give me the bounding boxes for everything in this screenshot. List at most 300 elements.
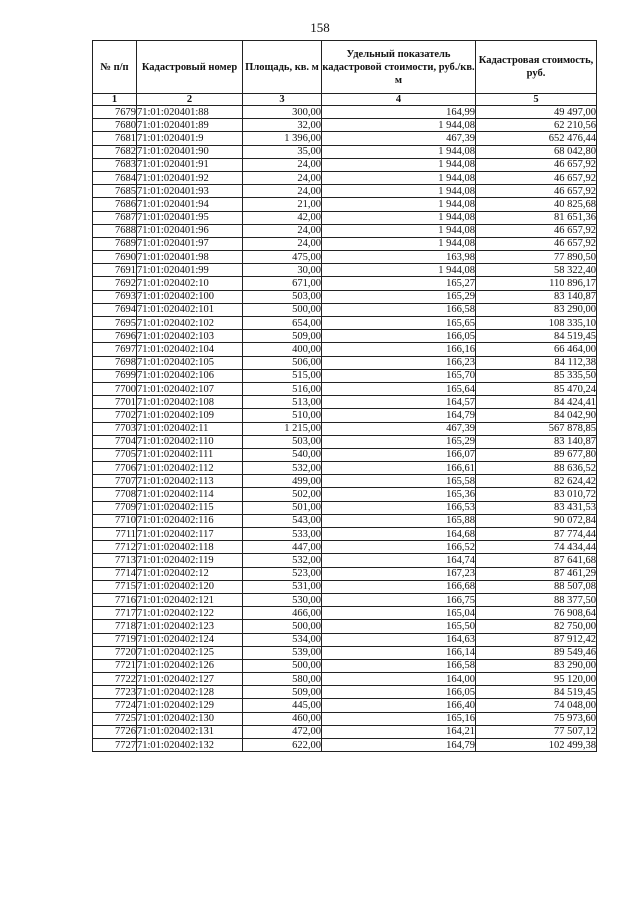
table-row xyxy=(93,686,597,699)
area: 580,00 xyxy=(243,673,322,686)
table-row xyxy=(93,396,597,409)
cadastral-number: 71:01:020402:118 xyxy=(137,541,243,554)
cadastral-cost: 77 890,50 xyxy=(476,251,597,264)
cadastral-number: 71:01:020402:116 xyxy=(137,514,243,527)
row-index: 7683 xyxy=(93,158,137,171)
cadastral-cost: 82 624,42 xyxy=(476,475,597,488)
unit-rate: 166,68 xyxy=(322,580,476,593)
cadastral-cost: 75 973,60 xyxy=(476,712,597,725)
row-index: 7679 xyxy=(93,106,137,119)
cadastral-cost: 68 042,80 xyxy=(476,145,597,158)
column-number: 1 xyxy=(93,94,137,106)
table-row xyxy=(93,501,597,514)
table-row xyxy=(93,106,597,119)
column-number-row xyxy=(93,94,597,106)
cadastral-cost: 84 519,45 xyxy=(476,686,597,699)
area: 460,00 xyxy=(243,712,322,725)
area: 500,00 xyxy=(243,659,322,672)
row-index: 7718 xyxy=(93,620,137,633)
cadastral-cost: 46 657,92 xyxy=(476,158,597,171)
unit-rate: 164,99 xyxy=(322,106,476,119)
cadastral-cost: 88 377,50 xyxy=(476,593,597,606)
table-row xyxy=(93,171,597,184)
cadastral-cost: 87 774,44 xyxy=(476,528,597,541)
table-row xyxy=(93,659,597,672)
table-row xyxy=(93,699,597,712)
row-index: 7698 xyxy=(93,356,137,369)
column-number: 2 xyxy=(137,94,243,106)
row-index: 7690 xyxy=(93,251,137,264)
area: 532,00 xyxy=(243,554,322,567)
area: 500,00 xyxy=(243,303,322,316)
cadastral-number: 71:01:020402:100 xyxy=(137,290,243,303)
cadastral-number: 71:01:020401:99 xyxy=(137,264,243,277)
unit-rate: 1 944,08 xyxy=(322,198,476,211)
row-index: 7693 xyxy=(93,290,137,303)
cadastral-cost: 46 657,92 xyxy=(476,185,597,198)
cadastral-cost: 40 825,68 xyxy=(476,198,597,211)
row-index: 7701 xyxy=(93,396,137,409)
area: 509,00 xyxy=(243,330,322,343)
table-row xyxy=(93,514,597,527)
cadastral-cost: 83 140,87 xyxy=(476,435,597,448)
unit-rate: 166,61 xyxy=(322,462,476,475)
unit-rate: 166,53 xyxy=(322,501,476,514)
cadastral-number: 71:01:020401:93 xyxy=(137,185,243,198)
cadastral-cost: 88 507,08 xyxy=(476,580,597,593)
table-row xyxy=(93,435,597,448)
unit-rate: 1 944,08 xyxy=(322,224,476,237)
cadastral-cost: 102 499,38 xyxy=(476,739,597,752)
table-row xyxy=(93,330,597,343)
area: 466,00 xyxy=(243,607,322,620)
unit-rate: 164,74 xyxy=(322,554,476,567)
cadastral-number: 71:01:020402:102 xyxy=(137,317,243,330)
row-index: 7691 xyxy=(93,264,137,277)
cadastral-number: 71:01:020402:117 xyxy=(137,528,243,541)
table-row xyxy=(93,158,597,171)
header-cadastral-number: Кадастровый номер xyxy=(137,41,243,94)
unit-rate: 165,29 xyxy=(322,290,476,303)
table-row xyxy=(93,462,597,475)
cadastral-number: 71:01:020402:121 xyxy=(137,593,243,606)
header-row xyxy=(93,41,597,94)
table-row xyxy=(93,554,597,567)
table-row xyxy=(93,224,597,237)
cadastral-cost: 89 677,80 xyxy=(476,448,597,461)
unit-rate: 163,98 xyxy=(322,251,476,264)
row-index: 7684 xyxy=(93,171,137,184)
cadastral-number: 71:01:020402:128 xyxy=(137,686,243,699)
unit-rate: 166,52 xyxy=(322,541,476,554)
cadastral-number: 71:01:020402:111 xyxy=(137,448,243,461)
row-index: 7722 xyxy=(93,673,137,686)
cadastral-cost: 58 322,40 xyxy=(476,264,597,277)
cadastral-cost: 84 519,45 xyxy=(476,330,597,343)
row-index: 7710 xyxy=(93,514,137,527)
unit-rate: 164,79 xyxy=(322,739,476,752)
area: 500,00 xyxy=(243,620,322,633)
table-row xyxy=(93,739,597,752)
cadastral-cost: 62 210,56 xyxy=(476,119,597,132)
header-unit-rate: Удельный показатель кадастровой стоимости, руб./кв. м xyxy=(322,41,476,94)
cadastral-number: 71:01:020401:98 xyxy=(137,251,243,264)
cadastral-number: 71:01:020402:130 xyxy=(137,712,243,725)
cadastral-number: 71:01:020402:10 xyxy=(137,277,243,290)
table-row xyxy=(93,369,597,382)
unit-rate: 166,16 xyxy=(322,343,476,356)
row-index: 7699 xyxy=(93,369,137,382)
cadastral-number: 71:01:020402:132 xyxy=(137,739,243,752)
row-index: 7719 xyxy=(93,633,137,646)
row-index: 7713 xyxy=(93,554,137,567)
cadastral-number: 71:01:020402:11 xyxy=(137,422,243,435)
unit-rate: 165,04 xyxy=(322,607,476,620)
cadastral-cost: 66 464,00 xyxy=(476,343,597,356)
table-row xyxy=(93,277,597,290)
area: 503,00 xyxy=(243,290,322,303)
area: 499,00 xyxy=(243,475,322,488)
cadastral-cost: 84 042,90 xyxy=(476,409,597,422)
cadastral-cost: 83 431,53 xyxy=(476,501,597,514)
unit-rate: 164,79 xyxy=(322,409,476,422)
area: 543,00 xyxy=(243,514,322,527)
unit-rate: 165,29 xyxy=(322,435,476,448)
cadastral-cost: 87 912,42 xyxy=(476,633,597,646)
cadastral-number: 71:01:020401:91 xyxy=(137,158,243,171)
area: 1 215,00 xyxy=(243,422,322,435)
area: 400,00 xyxy=(243,343,322,356)
unit-rate: 166,58 xyxy=(322,303,476,316)
cadastral-number: 71:01:020401:90 xyxy=(137,145,243,158)
unit-rate: 164,57 xyxy=(322,396,476,409)
cadastral-cost: 85 335,50 xyxy=(476,369,597,382)
row-index: 7703 xyxy=(93,422,137,435)
area: 32,00 xyxy=(243,119,322,132)
area: 534,00 xyxy=(243,633,322,646)
cadastral-cost: 84 112,38 xyxy=(476,356,597,369)
area: 42,00 xyxy=(243,211,322,224)
row-index: 7709 xyxy=(93,501,137,514)
row-index: 7688 xyxy=(93,224,137,237)
area: 530,00 xyxy=(243,593,322,606)
area: 501,00 xyxy=(243,501,322,514)
unit-rate: 467,39 xyxy=(322,132,476,145)
cadastral-number: 71:01:020402:112 xyxy=(137,462,243,475)
unit-rate: 164,21 xyxy=(322,725,476,738)
row-index: 7715 xyxy=(93,580,137,593)
row-index: 7704 xyxy=(93,435,137,448)
unit-rate: 165,36 xyxy=(322,488,476,501)
table-row xyxy=(93,712,597,725)
row-index: 7706 xyxy=(93,462,137,475)
cadastral-cost: 46 657,92 xyxy=(476,224,597,237)
area: 24,00 xyxy=(243,237,322,250)
row-index: 7680 xyxy=(93,119,137,132)
cadastral-number: 71:01:020402:119 xyxy=(137,554,243,567)
cadastral-cost: 46 657,92 xyxy=(476,237,597,250)
area: 300,00 xyxy=(243,106,322,119)
cadastral-cost: 108 335,10 xyxy=(476,317,597,330)
table-row xyxy=(93,673,597,686)
table-row xyxy=(93,607,597,620)
table-row xyxy=(93,528,597,541)
row-index: 7707 xyxy=(93,475,137,488)
area: 35,00 xyxy=(243,145,322,158)
unit-rate: 1 944,08 xyxy=(322,119,476,132)
cadastral-number: 71:01:020402:126 xyxy=(137,659,243,672)
unit-rate: 165,16 xyxy=(322,712,476,725)
table-row xyxy=(93,646,597,659)
row-index: 7697 xyxy=(93,343,137,356)
cadastral-number: 71:01:020402:115 xyxy=(137,501,243,514)
header-area: Площадь, кв. м xyxy=(243,41,322,94)
cadastral-number: 71:01:020402:107 xyxy=(137,382,243,395)
table-row xyxy=(93,725,597,738)
unit-rate: 1 944,08 xyxy=(322,158,476,171)
unit-rate: 1 944,08 xyxy=(322,237,476,250)
unit-rate: 164,68 xyxy=(322,528,476,541)
cadastral-number: 71:01:020402:103 xyxy=(137,330,243,343)
row-index: 7711 xyxy=(93,528,137,541)
row-index: 7721 xyxy=(93,659,137,672)
cadastral-number: 71:01:020402:106 xyxy=(137,369,243,382)
cadastral-cost: 83 290,00 xyxy=(476,659,597,672)
cadastral-cost: 652 476,44 xyxy=(476,132,597,145)
cadastral-cost: 74 434,44 xyxy=(476,541,597,554)
cadastral-number: 71:01:020402:101 xyxy=(137,303,243,316)
unit-rate: 164,63 xyxy=(322,633,476,646)
table-row xyxy=(93,264,597,277)
table-row xyxy=(93,317,597,330)
unit-rate: 166,23 xyxy=(322,356,476,369)
unit-rate: 167,23 xyxy=(322,567,476,580)
row-index: 7716 xyxy=(93,593,137,606)
row-index: 7726 xyxy=(93,725,137,738)
table-row xyxy=(93,198,597,211)
table-row xyxy=(93,251,597,264)
row-index: 7708 xyxy=(93,488,137,501)
cadastral-cost: 82 750,00 xyxy=(476,620,597,633)
cadastral-number: 71:01:020401:9 xyxy=(137,132,243,145)
area: 503,00 xyxy=(243,435,322,448)
area: 671,00 xyxy=(243,277,322,290)
area: 515,00 xyxy=(243,369,322,382)
cadastral-cost: 83 010,72 xyxy=(476,488,597,501)
table-row xyxy=(93,593,597,606)
cadastral-number: 71:01:020402:108 xyxy=(137,396,243,409)
table-row xyxy=(93,211,597,224)
cadastral-cost: 90 072,84 xyxy=(476,514,597,527)
area: 509,00 xyxy=(243,686,322,699)
cadastral-number: 71:01:020402:104 xyxy=(137,343,243,356)
row-index: 7717 xyxy=(93,607,137,620)
cadastral-cost: 89 549,46 xyxy=(476,646,597,659)
cadastral-number: 71:01:020402:123 xyxy=(137,620,243,633)
unit-rate: 165,27 xyxy=(322,277,476,290)
cadastral-cost: 567 878,85 xyxy=(476,422,597,435)
cadastral-cost: 95 120,00 xyxy=(476,673,597,686)
row-index: 7696 xyxy=(93,330,137,343)
area: 510,00 xyxy=(243,409,322,422)
row-index: 7685 xyxy=(93,185,137,198)
row-index: 7720 xyxy=(93,646,137,659)
area: 531,00 xyxy=(243,580,322,593)
cadastral-number: 71:01:020402:113 xyxy=(137,475,243,488)
table-row xyxy=(93,541,597,554)
table-row xyxy=(93,580,597,593)
unit-rate: 165,70 xyxy=(322,369,476,382)
cadastral-number: 71:01:020402:122 xyxy=(137,607,243,620)
cadastral-number: 71:01:020401:92 xyxy=(137,171,243,184)
unit-rate: 1 944,08 xyxy=(322,185,476,198)
area: 1 396,00 xyxy=(243,132,322,145)
unit-rate: 165,64 xyxy=(322,382,476,395)
unit-rate: 165,65 xyxy=(322,317,476,330)
cadastral-cost: 77 507,12 xyxy=(476,725,597,738)
row-index: 7692 xyxy=(93,277,137,290)
row-index: 7727 xyxy=(93,739,137,752)
area: 539,00 xyxy=(243,646,322,659)
area: 654,00 xyxy=(243,317,322,330)
table-row xyxy=(93,633,597,646)
table-row xyxy=(93,409,597,422)
header-cadastral-cost: Кадастровая стоимость, руб. xyxy=(476,41,597,94)
unit-rate: 166,05 xyxy=(322,686,476,699)
area: 24,00 xyxy=(243,185,322,198)
table-row xyxy=(93,356,597,369)
area: 622,00 xyxy=(243,739,322,752)
row-index: 7687 xyxy=(93,211,137,224)
cadastral-cost: 49 497,00 xyxy=(476,106,597,119)
cadastral-cost: 74 048,00 xyxy=(476,699,597,712)
table-row xyxy=(93,119,597,132)
table-row xyxy=(93,422,597,435)
unit-rate: 1 944,08 xyxy=(322,211,476,224)
row-index: 7714 xyxy=(93,567,137,580)
area: 30,00 xyxy=(243,264,322,277)
area: 21,00 xyxy=(243,198,322,211)
table-row xyxy=(93,237,597,250)
area: 24,00 xyxy=(243,158,322,171)
unit-rate: 166,58 xyxy=(322,659,476,672)
row-index: 7725 xyxy=(93,712,137,725)
area: 516,00 xyxy=(243,382,322,395)
cadastral-cost: 84 424,41 xyxy=(476,396,597,409)
area: 24,00 xyxy=(243,171,322,184)
cadastral-number: 71:01:020401:94 xyxy=(137,198,243,211)
unit-rate: 165,58 xyxy=(322,475,476,488)
row-index: 7712 xyxy=(93,541,137,554)
unit-rate: 166,75 xyxy=(322,593,476,606)
area: 506,00 xyxy=(243,356,322,369)
unit-rate: 165,50 xyxy=(322,620,476,633)
table-row xyxy=(93,448,597,461)
area: 445,00 xyxy=(243,699,322,712)
column-number: 5 xyxy=(476,94,597,106)
row-index: 7705 xyxy=(93,448,137,461)
area: 523,00 xyxy=(243,567,322,580)
unit-rate: 1 944,08 xyxy=(322,264,476,277)
row-index: 7694 xyxy=(93,303,137,316)
area: 532,00 xyxy=(243,462,322,475)
table-row xyxy=(93,488,597,501)
row-index: 7681 xyxy=(93,132,137,145)
cadastral-cost: 76 908,64 xyxy=(476,607,597,620)
row-index: 7682 xyxy=(93,145,137,158)
cadastral-number: 71:01:020402:12 xyxy=(137,567,243,580)
cadastral-cost: 87 641,68 xyxy=(476,554,597,567)
table-row xyxy=(93,132,597,145)
row-index: 7723 xyxy=(93,686,137,699)
cadastral-number: 71:01:020402:120 xyxy=(137,580,243,593)
cadastral-cost: 83 290,00 xyxy=(476,303,597,316)
cadastral-number: 71:01:020401:89 xyxy=(137,119,243,132)
cadastral-number: 71:01:020402:125 xyxy=(137,646,243,659)
cadastral-cost: 87 461,29 xyxy=(476,567,597,580)
table-row xyxy=(93,145,597,158)
cadastral-cost: 88 636,52 xyxy=(476,462,597,475)
cadastral-cost: 110 896,17 xyxy=(476,277,597,290)
area: 475,00 xyxy=(243,251,322,264)
area: 447,00 xyxy=(243,541,322,554)
row-index: 7702 xyxy=(93,409,137,422)
unit-rate: 166,14 xyxy=(322,646,476,659)
unit-rate: 164,00 xyxy=(322,673,476,686)
row-index: 7686 xyxy=(93,198,137,211)
cadastral-number: 71:01:020402:131 xyxy=(137,725,243,738)
cadastral-cost: 81 651,36 xyxy=(476,211,597,224)
table-row xyxy=(93,343,597,356)
unit-rate: 166,40 xyxy=(322,699,476,712)
cadastral-cost: 85 470,24 xyxy=(476,382,597,395)
unit-rate: 467,39 xyxy=(322,422,476,435)
area: 472,00 xyxy=(243,725,322,738)
cadastral-number: 71:01:020401:97 xyxy=(137,237,243,250)
cadastral-cost: 83 140,87 xyxy=(476,290,597,303)
cadastral-number: 71:01:020401:88 xyxy=(137,106,243,119)
row-index: 7724 xyxy=(93,699,137,712)
cadastral-table xyxy=(92,40,597,752)
row-index: 7695 xyxy=(93,317,137,330)
cadastral-number: 71:01:020402:127 xyxy=(137,673,243,686)
unit-rate: 166,07 xyxy=(322,448,476,461)
unit-rate: 165,88 xyxy=(322,514,476,527)
unit-rate: 1 944,08 xyxy=(322,145,476,158)
cadastral-number: 71:01:020402:129 xyxy=(137,699,243,712)
table-row xyxy=(93,303,597,316)
cadastral-number: 71:01:020402:114 xyxy=(137,488,243,501)
unit-rate: 166,05 xyxy=(322,330,476,343)
unit-rate: 1 944,08 xyxy=(322,171,476,184)
table-row xyxy=(93,185,597,198)
table-row xyxy=(93,620,597,633)
area: 513,00 xyxy=(243,396,322,409)
cadastral-number: 71:01:020402:105 xyxy=(137,356,243,369)
table-row xyxy=(93,382,597,395)
area: 533,00 xyxy=(243,528,322,541)
column-number: 3 xyxy=(243,94,322,106)
table-row xyxy=(93,290,597,303)
cadastral-number: 71:01:020402:124 xyxy=(137,633,243,646)
area: 540,00 xyxy=(243,448,322,461)
row-index: 7689 xyxy=(93,237,137,250)
column-number: 4 xyxy=(322,94,476,106)
header-index: № п/п xyxy=(93,41,137,94)
row-index: 7700 xyxy=(93,382,137,395)
cadastral-number: 71:01:020402:110 xyxy=(137,435,243,448)
table-row xyxy=(93,475,597,488)
